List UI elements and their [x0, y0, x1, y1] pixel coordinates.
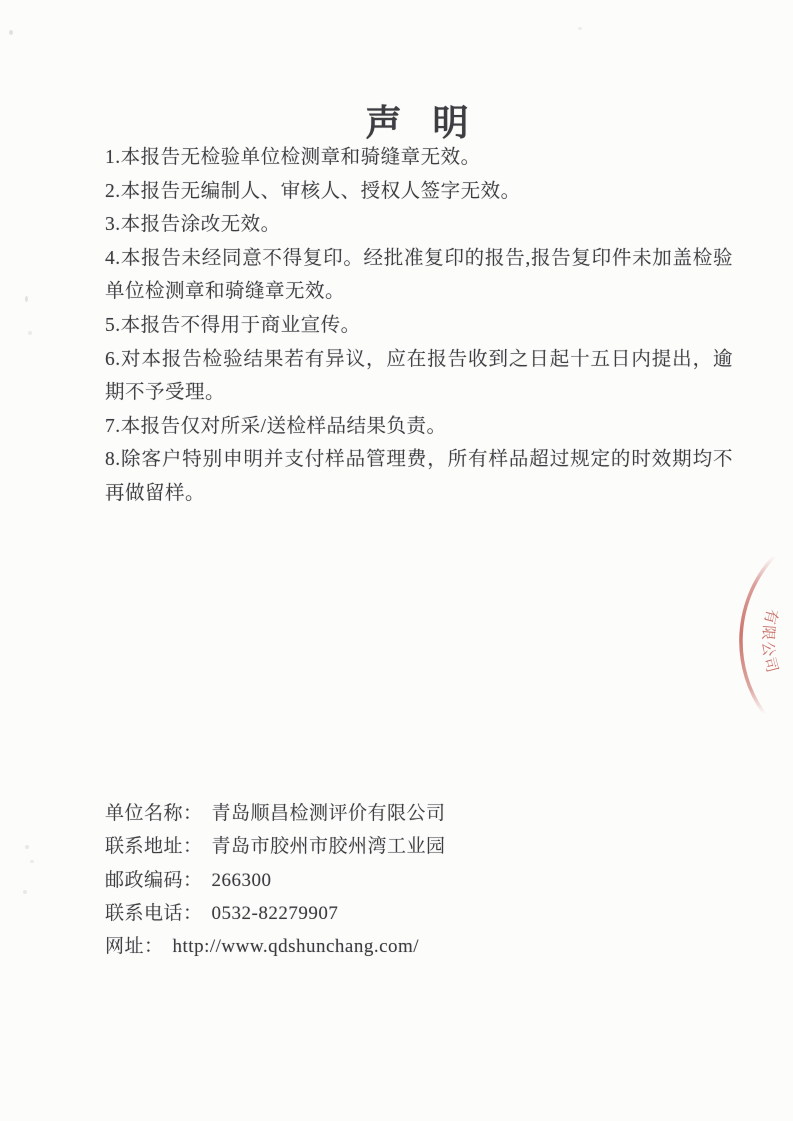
contact-label: 邮政编码： [105, 869, 203, 891]
scan-artifact [23, 890, 27, 894]
contact-row-phone [105, 897, 665, 930]
scan-artifact [25, 296, 28, 302]
statement-item-4: 4.本报告未经同意不得复印。经批准复印的报告,报告复印件未加盖检验单位检测章和骑缝章无效。 [105, 247, 733, 303]
contact-label: 网址： [105, 936, 164, 958]
contact-block [105, 797, 665, 963]
page-title: 声 明 [365, 103, 473, 143]
website-url: http://www.qdshunchang.com/ [172, 936, 420, 958]
statement-item-6: 6.对本报告检验结果若有异议，应在报告收到之日起十五日内提出，逾期不予受理。 [105, 348, 733, 404]
contact-address: 青岛市胶州市胶州湾工业园 [211, 836, 446, 858]
contact-label: 联系地址： [105, 836, 203, 858]
contact-row-company [105, 797, 665, 830]
phone-number: 0532-82279907 [211, 902, 339, 924]
statement-item-5: 5.本报告不得用于商业宣传。 [105, 314, 361, 336]
statement-item-1: 1.本报告无检验单位检测章和骑缝章无效。 [105, 147, 481, 168]
statement-item-3: 3.本报告涂改无效。 [105, 214, 281, 236]
statement-item-2: 2.本报告无编制人、审核人、授权人签字无效。 [105, 180, 521, 202]
scan-artifact [9, 30, 13, 35]
postal-code: 266300 [211, 869, 272, 891]
scan-artifact [25, 845, 29, 849]
contact-label: 单位名称： [105, 803, 203, 824]
seal-circle-arc [741, 556, 774, 714]
contact-label: 联系电话： [105, 902, 203, 924]
company-name: 青岛顺昌检测评价有限公司 [211, 803, 446, 824]
statement-item-7: 7.本报告仅对所采/送检样品结果负责。 [105, 415, 447, 437]
statement-item-8: 8.除客户特别申明并支付样品管理费，所有样品超过规定的时效期均不再做留样。 [105, 449, 733, 504]
contact-row-address [105, 830, 665, 863]
contact-row-postcode [105, 864, 665, 897]
seal-text: 有限公司 [758, 607, 781, 677]
statement-list [105, 141, 733, 511]
red-seal-stamp [733, 556, 793, 714]
scan-artifact [578, 27, 582, 30]
contact-row-website [105, 930, 665, 963]
scan-artifact [28, 331, 32, 335]
scan-artifact [30, 860, 34, 863]
